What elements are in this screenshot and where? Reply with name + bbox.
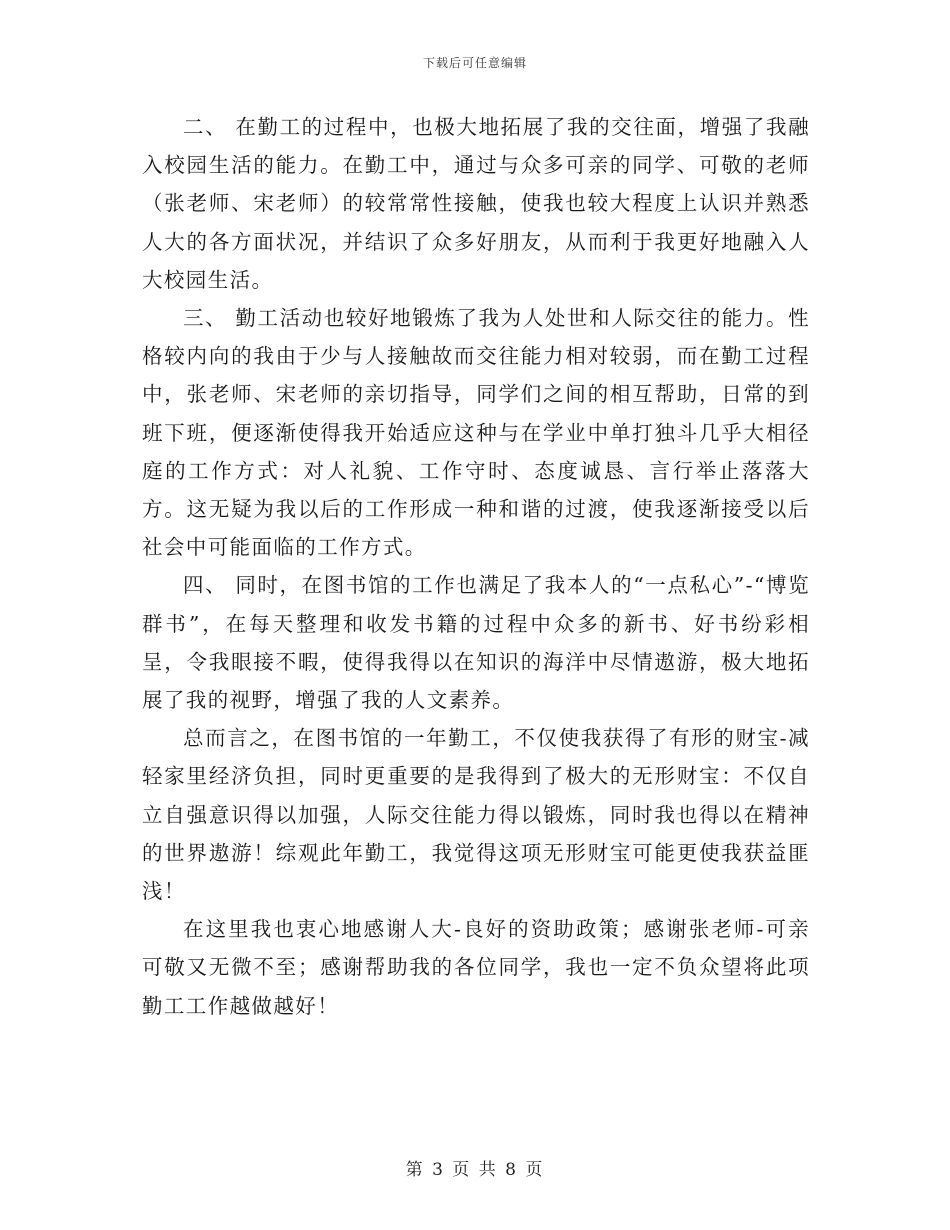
page-number-footer: 第 3 页 共 8 页 (405, 1160, 545, 1180)
paragraph-two: 二、 在勤工的过程中，也极大地拓展了我的交往面，增强了我融入校园生活的能力。在勤工中，通过与众多可亲的同学、可敬的老师（张老师、宋老师）的较常常性接触，使我也较大程度上认识并熟悉人大的各方面状况，并结识了众多好朋友，从而利于我更好地融入人大校园生活。 (142, 115, 810, 292)
paragraph-summary: 总而言之，在图书馆的一年勤工，不仅使我获得了有形的财宝-减轻家里经济负担，同时更重要的是我得到了极大的无形财宝：不仅自立自强意识得以加强，人际交往能力得以锻炼，同时我也得以在精神的世界遨游！综观此年勤工，我觉得这项无形财宝可能更使我获益匪浅！ (142, 726, 810, 904)
paragraph-four: 四、 同时，在图书馆的工作也满足了我本人的“一点私心”-“博览群书”，在每天整理和收发书籍的过程中众多的新书、好书纷彩相呈，令我眼接不暇，使得我得以在知识的海洋中尽情遨游，极大地拓展了我的视野，增强了我的人文素养。 (142, 573, 810, 713)
paragraph-thanks: 在这里我也衷心地感谢人大-良好的资助政策；感谢张老师-可亲可敬又无微不至；感谢帮助我的各位同学，我也一定不负众望将此项勤工工作越做越好！ (142, 917, 810, 1018)
document-body (142, 108, 810, 1025)
paragraph-three: 三、 勤工活动也较好地锻炼了我为人处世和人际交往的能力。性格较内向的我由于少与人接触故而交往能力相对较弱，而在勤工过程中，张老师、宋老师的亲切指导，同学们之间的相互帮助，日常的到班下班，便逐渐使得我开始适应这种与在学业中单打独斗几乎大相径庭的工作方式：对人礼貌、工作守时、态度诚恳、言行举止落落大方。这无疑为我以后的工作形成一种和谐的过渡，使我逐渐接受以后社会中可能面临的工作方式。 (142, 306, 810, 560)
page-header: 下载后可任意编辑 (422, 56, 527, 70)
